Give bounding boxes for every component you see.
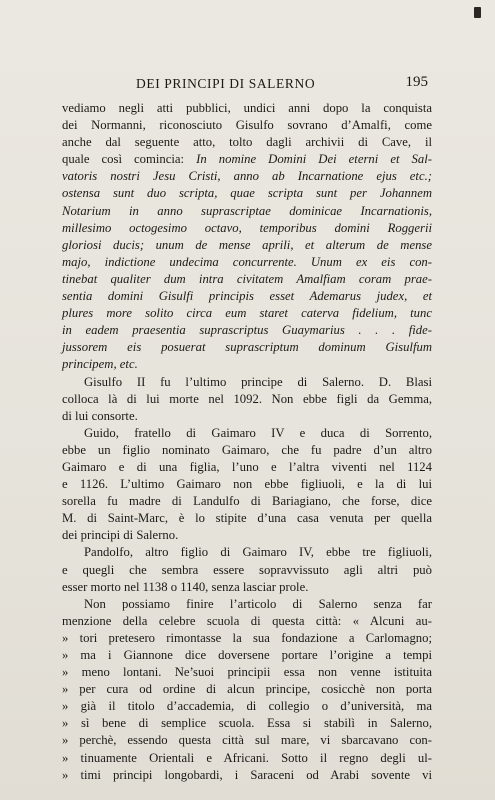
text-line: tinebat qualiter dum intra civitatem Amalfiam coram prae- — [62, 271, 432, 286]
text-line: sorella fu madre di Landulfo di Bariagiano, che forse, dice — [62, 494, 432, 509]
text-line: M. di Saint-Marc, è lo stipite d’una casa venuta per quella — [62, 511, 432, 526]
text-line: » per cura od ordine di alcun principe, cosicchè non porta — [62, 682, 432, 697]
text-line: millesimo octogesimo octavo, temporibus domini Roggerii — [62, 220, 432, 235]
text-line: vediamo negli atti pubblici, undici anni dopo la conquista — [62, 101, 432, 115]
text-line: e 1126. L’ultimo Gaimaro non ebbe figliuoli, e la di lui — [62, 477, 432, 492]
text-line: dei Normanni, riconosciuto Gisulfo sovrano d’Amalfi, come — [62, 118, 432, 133]
text-line: » meno lontani. Ne’suoi principii essa non venne istituita — [62, 665, 432, 680]
text-line: » tori pretesero rimontasse la sua fondazione a Carlomagno; — [62, 630, 432, 645]
text-line: Gisulfo II fu l’ultimo principe di Salerno. D. Blasi — [84, 374, 432, 389]
text-line: plures more solito circa eum staret caterva fidelium, tunc — [62, 306, 432, 321]
text-line: Non possiamo finire l’articolo di Salerno senza far — [84, 596, 432, 611]
running-head — [66, 76, 428, 96]
text-line: anche dal seguente atto, tolto dagli archivii di Cave, il — [62, 135, 432, 150]
text-line: Gaimaro e di una figlia, l’uno e l’altra viventi nel 1124 — [62, 459, 432, 474]
text-line: ebbe un figlio nominato Gaimaro, che fu padre d’un altro — [62, 442, 432, 457]
text-line: » perchè, essendo questa città sul mare, vi sbarcavano con- — [62, 733, 432, 748]
text-line: » ma i Giannone dice doversene portare l’origine a tempi — [62, 648, 432, 662]
text-line: di lui consorte. — [62, 408, 138, 423]
latin-quotation: In nomine Domini Dei eterni et Sal- — [196, 152, 432, 167]
text-line: Notarium in anno suprascriptae dominicae Incarnationis, — [62, 203, 432, 218]
text-line: » sì bene di semplice scuola. Essa si stabilì in Salerno, — [62, 716, 432, 731]
corner-marker — [474, 7, 481, 18]
text-line — [62, 151, 432, 168]
paragraph — [62, 374, 432, 425]
text-line: » già il titolo d’accademia, di collegio o d’università, ma — [62, 699, 432, 714]
body-text — [62, 100, 432, 784]
text-line: esser morto nel 1138 o 1140, senza lasciar prole. — [62, 579, 309, 594]
text-line: principem, etc. — [62, 357, 138, 372]
text-line: sentia domini Gisulfi principis esset Ademarus judex, et — [62, 289, 432, 304]
text-line: menzione della celebre scuola di questa città: « Alcuni au- — [62, 613, 432, 628]
paragraph — [62, 100, 432, 374]
text-line: colloca là di lui morte nel 1092. Non ebbe figli da Gemma, — [62, 391, 432, 406]
text-line: Guido, fratello di Gaimaro IV e duca di Sorrento, — [84, 425, 432, 440]
roman-text: quale così comincia: — [62, 152, 197, 167]
text-line: majo, indictione undecima concurrente. Unum ex eis con- — [62, 254, 432, 269]
text-line: jussorem eis posuerat suprascriptum dominum Gisulfum — [62, 340, 432, 355]
paragraph — [62, 544, 432, 595]
text-line: e quegli che sembra essere sopravvissuto agli altri può — [62, 562, 432, 577]
page-number: 195 — [405, 74, 428, 90]
running-head-title: DEI PRINCIPI DI SALERNO — [136, 76, 316, 91]
text-line: » timi principi longobardi, i Saraceni od Arabi sovente vi — [62, 767, 432, 782]
text-line: vatoris nostri Jesu Cristi, anno ab Incarnatione ejus etc.; — [62, 169, 432, 184]
text-line: » tinuamente Orientali e Africani. Sotto il regno degli ul- — [62, 750, 432, 765]
text-line: Pandolfo, altro figlio di Gaimaro IV, ebbe tre figliuoli, — [84, 545, 432, 560]
text-line: in eadem praesentia suprascriptus Guaymarius . . . fide- — [62, 323, 432, 338]
text-line: dei principi di Salerno. — [62, 528, 179, 543]
text-line: gloriosi ducis; unum de mense aprili, et alterum de mense — [62, 237, 432, 252]
paragraph — [62, 425, 432, 545]
paragraph — [62, 596, 432, 784]
text-line: ostensa sunt duo scripta, quae scripta sunt per Johannem — [62, 186, 432, 201]
